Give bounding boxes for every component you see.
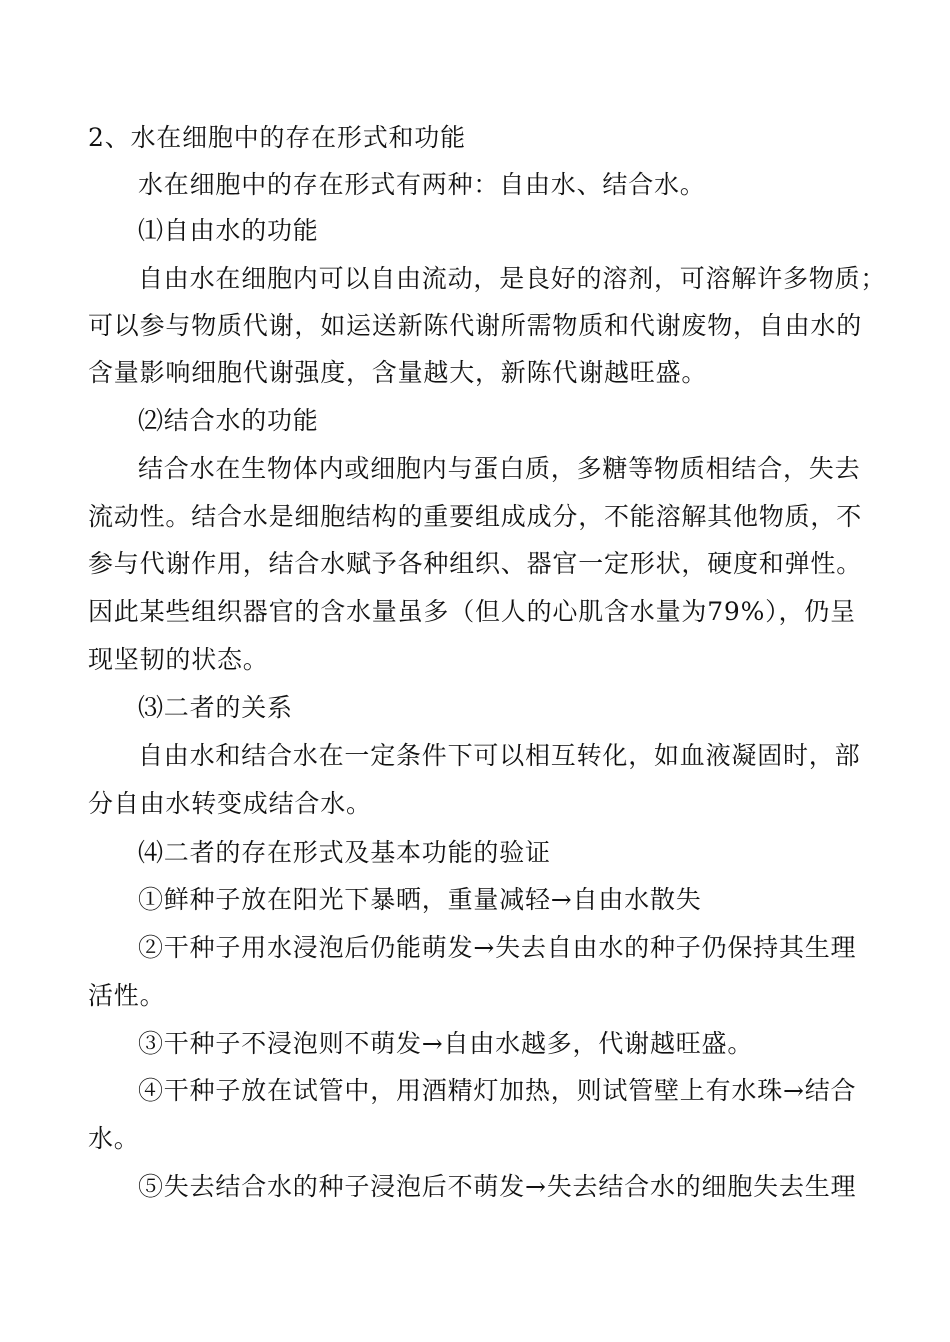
subheading: ⑵结合水的功能 <box>138 406 319 435</box>
list-item: ④干种子放在试管中，用酒精灯加热，则试管壁上有水珠→结合 <box>138 1076 857 1105</box>
paragraph-line: 现坚韧的状态。 <box>88 645 269 674</box>
paragraph-line: 含量影响细胞代谢强度，含量越大，新陈代谢越旺盛。 <box>88 358 708 387</box>
paragraph-line: 参与代谢作用，结合水赋予各种组织、器官一定形状，硬度和弹性。 <box>88 549 863 578</box>
paragraph-line: 结合水在生物体内或细胞内与蛋白质，多糖等物质相结合，失去 <box>138 454 861 483</box>
list-item: ②干种子用水浸泡后仍能萌发→失去自由水的种子仍保持其生理 <box>138 933 857 962</box>
list-item: ①鲜种子放在阳光下暴晒，重量减轻→自由水散失 <box>138 885 702 914</box>
paragraph-line: 自由水在细胞内可以自由流动，是良好的溶剂，可溶解许多物质； <box>138 264 887 293</box>
subheading: ⑶二者的关系 <box>138 693 293 722</box>
paragraph-line: 流动性。结合水是细胞结构的重要组成成分，不能溶解其他物质，不 <box>88 502 863 531</box>
paragraph-line: 因此某些组织器官的含水量虽多（但人的心肌含水量为79%），仍呈 <box>88 597 856 626</box>
subheading: ⑴自由水的功能 <box>138 216 319 245</box>
paragraph-line: 水在细胞中的存在形式有两种：自由水、结合水。 <box>138 170 706 199</box>
paragraph-line: 自由水和结合水在一定条件下可以相互转化，如血液凝固时，部 <box>138 741 861 770</box>
list-item: ③干种子不浸泡则不萌发→自由水越多，代谢越旺盛。 <box>138 1029 754 1058</box>
list-item: ⑤失去结合水的种子浸泡后不萌发→失去结合水的细胞失去生理 <box>138 1172 857 1201</box>
section-heading: 2、水在细胞中的存在形式和功能 <box>88 123 466 152</box>
paragraph-line: 分自由水转变成结合水。 <box>88 789 372 818</box>
list-item-continuation: 水。 <box>88 1124 140 1153</box>
paragraph-line: 可以参与物质代谢，如运送新陈代谢所需物质和代谢废物，自由水的 <box>88 311 863 340</box>
list-item-continuation: 活性。 <box>88 981 166 1010</box>
subheading: ⑷二者的存在形式及基本功能的验证 <box>138 838 551 867</box>
